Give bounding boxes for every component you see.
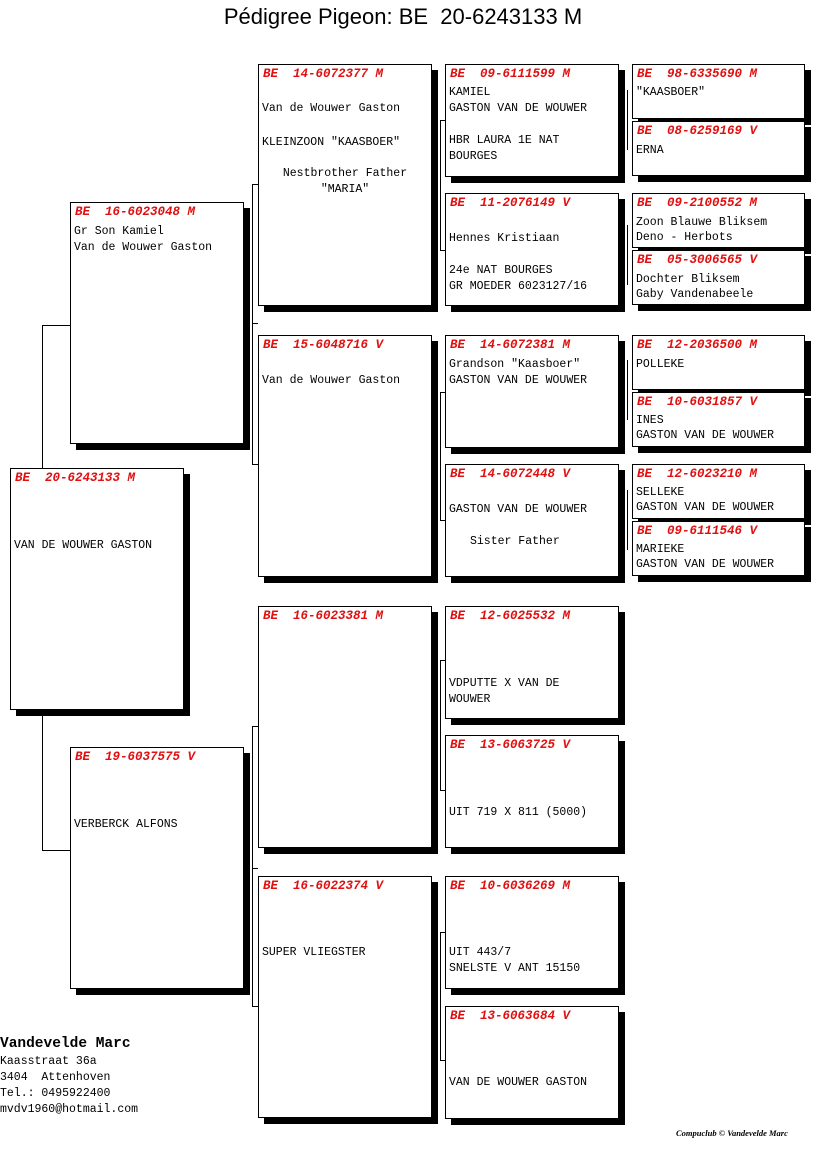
ring-number: BE 19-6037575 V bbox=[75, 750, 196, 764]
pigeon-note: SUPER VLIEGSTER bbox=[262, 946, 366, 959]
gen5-pigeon-card-5[interactable] bbox=[632, 335, 805, 390]
ring-number: BE 10-6036269 M bbox=[450, 879, 571, 893]
ring-number: BE 09-6111546 V bbox=[637, 524, 758, 538]
gen5-pigeon-card-6[interactable] bbox=[632, 392, 805, 447]
pigeon-note: POLLEKE bbox=[636, 358, 685, 371]
pigeon-note: GASTON VAN DE WOUWER bbox=[449, 503, 588, 516]
connector-line bbox=[627, 90, 628, 150]
ring-number: BE 14-6072377 M bbox=[263, 67, 384, 81]
pigeon-note: Gr Son Kamiel bbox=[74, 225, 164, 238]
pigeon-note: Van de Wouwer Gaston bbox=[262, 374, 401, 387]
pigeon-note: "MARIA" bbox=[320, 183, 370, 196]
pigeon-note: HBR LAURA 1E NAT bbox=[449, 134, 560, 147]
owner-street: Kaasstraat 36a bbox=[0, 1055, 97, 1068]
pigeon-note: GASTON VAN DE WOUWER bbox=[636, 558, 775, 571]
ring-number: BE 13-6063684 V bbox=[450, 1009, 571, 1023]
gen5-pigeon-card-8[interactable] bbox=[632, 521, 805, 576]
pigeon-note: VDPUTTE X VAN DE bbox=[449, 677, 560, 690]
ring-number: BE 12-6023210 M bbox=[637, 467, 758, 481]
owner-email: mvdv1960@hotmail.com bbox=[0, 1103, 139, 1116]
gen5-pigeon-card-3[interactable] bbox=[632, 193, 805, 248]
pigeon-note: "KAASBOER" bbox=[636, 86, 706, 99]
gen4-pigeon-card-6[interactable] bbox=[445, 735, 619, 848]
pigeon-note: UIT 719 X 811 (5000) bbox=[449, 806, 588, 819]
owner-phone: Tel.: 0495922400 bbox=[0, 1087, 111, 1100]
connector-line bbox=[252, 184, 253, 464]
copyright-footer: Compuclub © Vandevelde Marc bbox=[676, 1128, 788, 1138]
pigeon-note: Gaby Vandenabeele bbox=[636, 288, 754, 301]
ring-number: BE 12-6025532 M bbox=[450, 609, 571, 623]
pigeon-note: GASTON VAN DE WOUWER bbox=[636, 501, 775, 514]
ring-number: BE 11-2076149 V bbox=[450, 196, 571, 210]
pigeon-note: GASTON VAN DE WOUWER bbox=[449, 102, 588, 115]
ring-number: BE 08-6259169 V bbox=[637, 124, 758, 138]
pigeon-note: VERBERCK ALFONS bbox=[74, 818, 178, 831]
gen4-pigeon-card-7[interactable] bbox=[445, 876, 619, 989]
gen4-pigeon-card-4[interactable] bbox=[445, 464, 619, 577]
pigeon-note: UIT 443/7 bbox=[449, 946, 512, 959]
connector-line bbox=[252, 323, 258, 324]
ring-number: BE 20-6243133 M bbox=[15, 471, 136, 485]
connector-line bbox=[252, 726, 253, 1006]
gen5-pigeon-card-4[interactable] bbox=[632, 250, 805, 305]
ring-number: BE 16-6023048 M bbox=[75, 205, 196, 219]
ring-number: BE 13-6063725 V bbox=[450, 738, 571, 752]
connector-line bbox=[42, 325, 70, 326]
pigeon-note: GASTON VAN DE WOUWER bbox=[636, 429, 775, 442]
gen4-pigeon-card-3[interactable] bbox=[445, 335, 619, 448]
dam-card[interactable] bbox=[70, 747, 244, 989]
gen4-pigeon-card-1[interactable] bbox=[445, 64, 619, 177]
pigeon-note: SNELSTE V ANT 15150 bbox=[449, 962, 581, 975]
connector-line bbox=[627, 360, 628, 420]
owner-name: Vandevelde Marc bbox=[0, 1036, 131, 1052]
owner-info bbox=[0, 1034, 138, 1118]
connector-line bbox=[42, 325, 43, 468]
connector-line bbox=[252, 868, 258, 869]
connector-line bbox=[42, 712, 43, 850]
grandsire-paternal-card[interactable] bbox=[258, 64, 432, 306]
connector-line bbox=[440, 932, 441, 1060]
subject-pigeon-card[interactable] bbox=[10, 468, 184, 710]
pigeon-note: GR MOEDER 6023127/16 bbox=[449, 280, 588, 293]
pigeon-note: SELLEKE bbox=[636, 486, 685, 499]
pigeon-note: Nestbrother Father bbox=[282, 167, 408, 180]
granddam-paternal-card[interactable] bbox=[258, 335, 432, 577]
pigeon-note: Hennes Kristiaan bbox=[449, 232, 560, 245]
pigeon-note: VAN DE WOUWER GASTON bbox=[14, 539, 153, 552]
gen4-pigeon-card-5[interactable] bbox=[445, 606, 619, 719]
pigeon-note: Grandson "Kaasboer" bbox=[449, 358, 581, 371]
pigeon-note: WOUWER bbox=[449, 693, 491, 706]
pigeon-note: Sister Father bbox=[470, 535, 560, 548]
pigeon-note: MARIEKE bbox=[636, 543, 685, 556]
ring-number: BE 14-6072448 V bbox=[450, 467, 571, 481]
pigeon-note: BOURGES bbox=[449, 150, 498, 163]
pigeon-note: KAMIEL bbox=[449, 86, 491, 99]
ring-number: BE 14-6072381 M bbox=[450, 338, 571, 352]
ring-number: BE 10-6031857 V bbox=[637, 395, 758, 409]
pigeon-note: Van de Wouwer Gaston bbox=[74, 241, 213, 254]
connector-line bbox=[440, 392, 441, 520]
pigeon-note: Deno - Herbots bbox=[636, 231, 733, 244]
gen5-pigeon-card-1[interactable] bbox=[632, 64, 805, 119]
pigeon-note: VAN DE WOUWER GASTON bbox=[449, 1076, 588, 1089]
ring-number: BE 16-6022374 V bbox=[263, 879, 384, 893]
pigeon-note: INES bbox=[636, 414, 664, 427]
connector-line bbox=[440, 660, 441, 790]
pigeon-note: Van de Wouwer Gaston bbox=[262, 102, 401, 115]
page-title: Pédigree Pigeon: BE 20-6243133 M bbox=[223, 4, 583, 29]
ring-number: BE 16-6023381 M bbox=[263, 609, 384, 623]
gen4-pigeon-card-2[interactable] bbox=[445, 193, 619, 306]
ring-number: BE 09-6111599 M bbox=[450, 67, 571, 81]
connector-line bbox=[42, 850, 70, 851]
ring-number: BE 15-6048716 V bbox=[263, 338, 384, 352]
sire-card[interactable] bbox=[70, 202, 244, 444]
ring-number: BE 12-2036500 M bbox=[637, 338, 758, 352]
pigeon-note: Zoon Blauwe Bliksem bbox=[636, 216, 768, 229]
ring-number: BE 09-2100552 M bbox=[637, 196, 758, 210]
pigeon-note: 24e NAT BOURGES bbox=[449, 264, 553, 277]
granddam-maternal-card[interactable] bbox=[258, 876, 432, 1118]
connector-line bbox=[440, 120, 441, 250]
pigeon-note: ERNA bbox=[636, 144, 664, 157]
gen5-pigeon-card-7[interactable] bbox=[632, 464, 805, 519]
grandsire-maternal-card[interactable] bbox=[258, 606, 432, 848]
ring-number: BE 98-6335690 M bbox=[637, 67, 758, 81]
connector-line bbox=[627, 490, 628, 550]
ring-number: BE 05-3006565 V bbox=[637, 253, 758, 267]
connector-line bbox=[627, 225, 628, 285]
pigeon-note: KLEINZOON "KAASBOER" bbox=[262, 136, 401, 149]
gen5-pigeon-card-2[interactable] bbox=[632, 121, 805, 176]
gen4-pigeon-card-8[interactable] bbox=[445, 1006, 619, 1119]
owner-city: 3404 Attenhoven bbox=[0, 1071, 111, 1084]
pigeon-note: GASTON VAN DE WOUWER bbox=[449, 374, 588, 387]
pigeon-note: Dochter Bliksem bbox=[636, 273, 740, 286]
